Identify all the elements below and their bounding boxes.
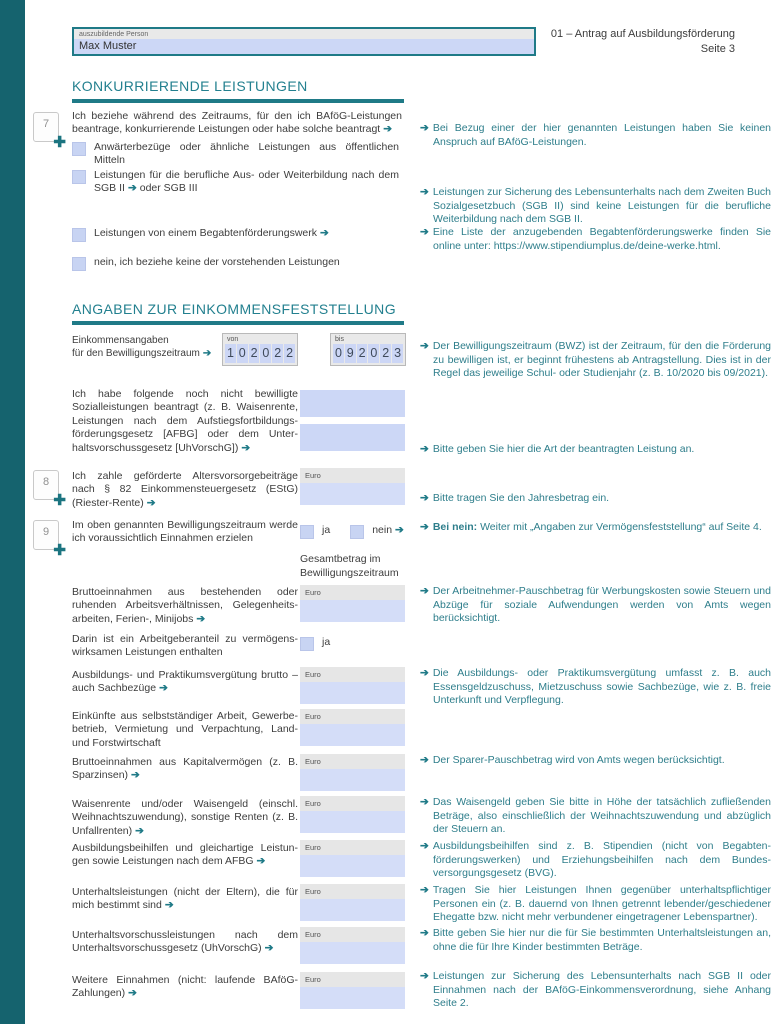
waisenrente-label: Waisenrente und/oder Waisengeld (einschl. Weihnachtszuwendung), sonstige Renten (z. B. Unfallrenten) ➔ (72, 798, 298, 837)
question-9-label: Im oben genannten Bewilligungszeitraum werde ich voraussichtlich Einnahmen erzielen (72, 519, 298, 545)
euro-label: Euro (300, 884, 405, 899)
checkbox-label: Anwärterbezüge oder ähnliche Leistungen aus öffentlichen Mitteln (94, 141, 399, 167)
nein-label: nein ➔ (372, 524, 404, 536)
person-field[interactable] (72, 27, 536, 56)
hint-jahresbetrag: ➔ Bitte tragen Sie den Jahresbetrag ein. (420, 492, 610, 504)
uhvorsch-label: Unterhaltsvorschussleistungen nach dem Unterhaltsvorschussgesetz (UhVorschG) ➔ (72, 929, 298, 955)
euro-label: Euro (300, 840, 405, 855)
euro-label: Euro (300, 585, 405, 600)
euro-field-weitere[interactable] (300, 972, 405, 1009)
hint-beihilfen: ➔ Ausbildungsbeihilfen sind z. B. Stipendien (nicht von Begabten-förderungswerken) und Erziehungsbeihilfen nach dem Bundes-versorgungsgesetz (BVG). (420, 840, 771, 880)
euro-label: Euro (300, 796, 405, 811)
checkbox-sgb[interactable] (72, 170, 86, 184)
kapital-label: Bruttoeinnahmen aus Kapitalvermögen (z. B. Sparzinsen) ➔ (72, 756, 298, 782)
euro-field-kapital[interactable] (300, 754, 405, 791)
hint-sgb: ➔ Leistungen zur Sicherung des Lebensunterhalts nach dem Zweiten Buch Sozialgesetzbuch (SGB II) sind keine Leistungen für die berufliche Weiterbildung nach dem SGB II. (420, 186, 771, 226)
euro-input[interactable] (300, 600, 405, 622)
checkbox-begabtenfoerderung[interactable] (72, 228, 86, 242)
arrow-icon: ➔ (420, 796, 429, 808)
sozialleistung-input-2[interactable] (300, 424, 405, 451)
euro-field-uhvorsch[interactable] (300, 927, 405, 964)
selbststaendig-label: Einkünfte aus selbstständiger Arbeit, Gewerbe-betrieb, Vermietung und Verpachtung, Land- und Forstwirtschaft (72, 710, 298, 749)
hint-bei-nein: ➔ Bei nein: Weiter mit „Angaben zur Vermögensfeststellung“ auf Seite 4. (420, 521, 762, 533)
euro-label: Euro (300, 468, 405, 483)
arrow-icon: ➔ (420, 585, 429, 597)
question-8-number: 8 (42, 476, 50, 488)
euro-input[interactable] (300, 811, 405, 833)
document-title: 01 – Antrag auf Ausbildungsförderung (550, 28, 735, 40)
arrow-icon: ➔ (196, 612, 206, 625)
question-7-label: Ich beziehe während des Zeitraums, für den ich BAföG-Leistungen beantrage, konkurrierende Leistungen oder habe solche beantragt ➔ (72, 110, 402, 136)
hint-unterhalt: ➔ Tragen Sie hier Leistungen Ihnen gegenüber unterhaltspflichtiger Personen ein (z. B. dauernd von Ihnen getrennt lebender/geschiedener Ehegatte bzw. nicht mehr verbundener eingetragener Lebenspartner). (420, 884, 771, 924)
checkbox-nein[interactable] (350, 525, 364, 539)
section-rule (72, 99, 404, 103)
add-icon[interactable]: ✚ (53, 492, 66, 509)
ja-label: ja (322, 524, 331, 536)
section-title-einkommensfeststellung: ANGABEN ZUR EINKOMMENSFESTSTELLUNG (72, 301, 396, 317)
digit-cell[interactable]: 1 (225, 344, 236, 363)
checkbox-ja[interactable] (300, 525, 314, 539)
section-title-konkurrierende-leistungen: KONKURRIERENDE LEISTUNGEN (72, 78, 308, 94)
hint-verguetung: ➔ Die Ausbildungs- oder Praktikumsvergütung umfasst z. B. auch Essensgeldzuschuss, Mietzuschuss sowie Sachbezüge, wie z. B. freie Unterkunft und Verpflegung. (420, 667, 771, 707)
verguetung-label: Ausbildungs- und Praktikumsvergütung brutto – auch Sachbezüge ➔ (72, 669, 298, 695)
arrow-icon: ➔ (420, 521, 429, 533)
arrow-icon: ➔ (420, 492, 429, 504)
digit-cell[interactable]: 2 (357, 344, 368, 363)
section-rule (72, 321, 404, 325)
arrow-icon: ➔ (420, 186, 429, 198)
arrow-icon: ➔ (420, 443, 429, 455)
date-field-bis[interactable] (330, 333, 406, 366)
unterhalt-label: Unterhaltsleistungen (nicht der Eltern), die für mich bestimmt sind ➔ (72, 886, 298, 912)
arrow-icon: ➔ (264, 942, 274, 955)
euro-label: Euro (300, 972, 405, 987)
euro-label: Euro (300, 754, 405, 769)
arrow-icon: ➔ (135, 824, 144, 837)
euro-label: Euro (300, 927, 405, 942)
left-accent-bar (0, 0, 25, 1024)
checkbox-label: Leistungen für die berufliche Aus- oder Weiterbildung nach dem SGB II ➔ oder SGB III (94, 169, 399, 195)
date-digits-von (223, 344, 297, 365)
hint-begabtenfoerderung: ➔ Eine Liste der anzugebenden Begabtenförderungswerke finden Sie online unter: https://www.stipendiumplus.de/deine-werke.html. (420, 226, 771, 252)
add-icon[interactable]: ✚ (53, 542, 66, 559)
add-icon[interactable]: ✚ (53, 134, 66, 151)
euro-input[interactable] (300, 899, 405, 921)
brutto-arbeit-label: Bruttoeinnahmen aus bestehenden oder ruhenden Arbeitsverhältnissen, Gelegenheits-arbeiten, Ferien-, Minijobs ➔ (72, 586, 298, 625)
date-field-von-label: von (227, 336, 239, 343)
euro-input[interactable] (300, 724, 405, 746)
arrow-icon: ➔ (146, 496, 156, 509)
question-7-marker (33, 112, 66, 151)
vwl-label: Darin ist ein Arbeitgeberanteil zu vermögens-wirksamen Leistungen enthalten (72, 633, 298, 659)
hint-sparer-pauschbetrag: ➔ Der Sparer-Pauschbetrag wird von Amts wegen berücksichtigt. (420, 754, 725, 766)
question-9-number: 9 (42, 526, 50, 538)
question-8-label: Ich zahle geförderte Altersvorsorgebeiträge nach § 82 Einkommensteuergesetz (EStG) (Riester-Rente) ➔ (72, 470, 298, 509)
date-digits-bis (331, 344, 405, 365)
digit-cell[interactable]: 0 (368, 344, 379, 363)
arrow-icon: ➔ (131, 769, 140, 782)
checkbox-label: Leistungen von einem Begabtenförderungswerk ➔ (94, 227, 329, 239)
euro-input[interactable] (300, 769, 405, 791)
period-label: Einkommensangaben für den Bewilligungszeitraum ➔ (72, 335, 212, 359)
arrow-icon: ➔ (420, 884, 429, 896)
person-field-label: auszubildende Person (79, 31, 149, 38)
weitere-label: Weitere Einnahmen (nicht: laufende BAföG-Zahlungen) ➔ (72, 974, 298, 1000)
arrow-icon: ➔ (128, 987, 137, 1000)
arrow-icon: ➔ (420, 122, 429, 134)
checkbox-row-nein (72, 256, 402, 271)
total-column-header: Gesamtbetrag im Bewilligungszeitraum (300, 553, 399, 579)
arrow-icon: ➔ (420, 970, 429, 982)
hint-waisengeld: ➔ Das Waisengeld geben Sie bitte in Höhe der tatsächlich zufließenden Beträge, also einschließlich der Weihnachtszuwendung und abzüglich der Steuern an. (420, 796, 771, 836)
beihilfen-label: Ausbildungsbeihilfen und gleichartige Leistun-gen sowie Leistungen nach dem AFBG ➔ (72, 842, 298, 868)
euro-input[interactable] (300, 987, 405, 1009)
euro-field-waisenrente[interactable] (300, 796, 405, 833)
date-field-bis-label: bis (335, 336, 344, 343)
euro-field-beihilfen[interactable] (300, 840, 405, 877)
date-field-von[interactable] (222, 333, 298, 366)
euro-input[interactable] (300, 483, 405, 505)
euro-field-unterhalt[interactable] (300, 884, 405, 921)
hint-bwz: ➔ Der Bewilligungszeitraum (BWZ) ist der Zeitraum, für den die Förderung zu bewilligen ist, er beginnt frühestens ab Antragstellung. Dies ist in der Regel das jeweilige Schul- oder Studienjahr (z. B. 10/2020 bis 09/2021). (420, 340, 771, 380)
euro-input[interactable] (300, 942, 405, 964)
arrow-icon: ➔ (420, 754, 429, 766)
checkbox-row-anwaerterbezuege (72, 141, 402, 168)
hint-weitere: ➔ Leistungen zur Sicherung des Lebensunterhalts nach SGB II oder Einnahmen nach der BAföG-Einkommensverordnung, siehe Anhang Seite 2. (420, 970, 771, 1010)
page-number: Seite 3 (700, 42, 735, 55)
document-title-block (551, 27, 735, 57)
arrow-icon: ➔ (420, 340, 429, 352)
sozialleistung-input-1[interactable] (300, 390, 405, 417)
hint-uhvorsch: ➔ Bitte geben Sie hier nur die für Sie bestimmten Unterhaltsleistungen an, ohne die für Ihre Kinder bestimmten Beträge. (420, 927, 771, 953)
euro-field-brutto-arbeit[interactable] (300, 585, 405, 622)
arrow-icon: ➔ (420, 840, 429, 852)
arrow-icon: ➔ (395, 524, 404, 536)
digit-cell[interactable]: 2 (380, 344, 391, 363)
checkbox-row-sgb (72, 169, 402, 196)
digit-cell[interactable]: 9 (345, 344, 356, 363)
ja-nein-row (300, 524, 404, 539)
checkbox-row-begabtenfoerderung (72, 227, 402, 242)
euro-field-riester[interactable] (300, 468, 405, 505)
checkbox-vwl-ja[interactable] (300, 637, 314, 651)
digit-cell[interactable]: 0 (237, 344, 248, 363)
question-8-marker (33, 470, 66, 509)
arrow-icon: ➔ (383, 123, 393, 136)
digit-cell[interactable]: 0 (333, 344, 344, 363)
arrow-icon: ➔ (164, 899, 174, 912)
person-field-value[interactable]: Max Muster (74, 39, 534, 54)
arrow-icon: ➔ (256, 855, 266, 868)
checkbox-anwaerterbezuege[interactable] (72, 142, 86, 156)
hint-pauschbetrag: ➔ Der Arbeitnehmer-Pauschbetrag für Werbungskosten sowie Steuern und Abzüge für soziale Aufwendungen werden von Amts wegen berücksichtigt. (420, 585, 771, 625)
digit-cell[interactable]: 0 (260, 344, 271, 363)
digit-cell[interactable]: 2 (284, 344, 295, 363)
digit-cell[interactable]: 2 (249, 344, 260, 363)
arrow-icon: ➔ (202, 347, 212, 359)
digit-cell[interactable]: 2 (272, 344, 283, 363)
hint-konkurrierende: ➔ Bei Bezug einer der hier genannten Leistungen haben Sie keinen Anspruch auf BAföG-Leistungen. (420, 122, 771, 148)
question-9-marker (33, 520, 66, 559)
sozialleistungen-label: Ich habe folgende noch nicht bewilligte Sozialleistungen beantragt (z. B. Waisenrente, Leistungen nach dem Aufstiegsfortbildungs-förderungsgesetz [AFBG] oder dem Unter-haltsvorschussgesetz [UhVorschG]) ➔ (72, 388, 298, 454)
checkbox-label: nein, ich beziehe keine der vorstehenden Leistungen (94, 256, 340, 268)
euro-label: Euro (300, 667, 405, 682)
euro-field-verguetung[interactable] (300, 667, 405, 704)
euro-label: Euro (300, 709, 405, 724)
question-7-number: 7 (42, 118, 50, 130)
arrow-icon: ➔ (420, 667, 429, 679)
arrow-icon: ➔ (241, 441, 251, 454)
euro-field-selbststaendig[interactable] (300, 709, 405, 746)
vwl-ja-row (300, 636, 330, 651)
arrow-icon: ➔ (319, 227, 329, 239)
arrow-icon: ➔ (420, 927, 429, 939)
digit-cell[interactable]: 3 (392, 344, 403, 363)
hint-sozialleistung: ➔ Bitte geben Sie hier die Art der beantragten Leistung an. (420, 443, 695, 455)
arrow-icon: ➔ (127, 182, 137, 195)
arrow-icon: ➔ (420, 226, 429, 238)
checkbox-nein[interactable] (72, 257, 86, 271)
euro-input[interactable] (300, 682, 405, 704)
euro-input[interactable] (300, 855, 405, 877)
arrow-icon: ➔ (159, 682, 168, 695)
ja-label: ja (322, 636, 331, 648)
